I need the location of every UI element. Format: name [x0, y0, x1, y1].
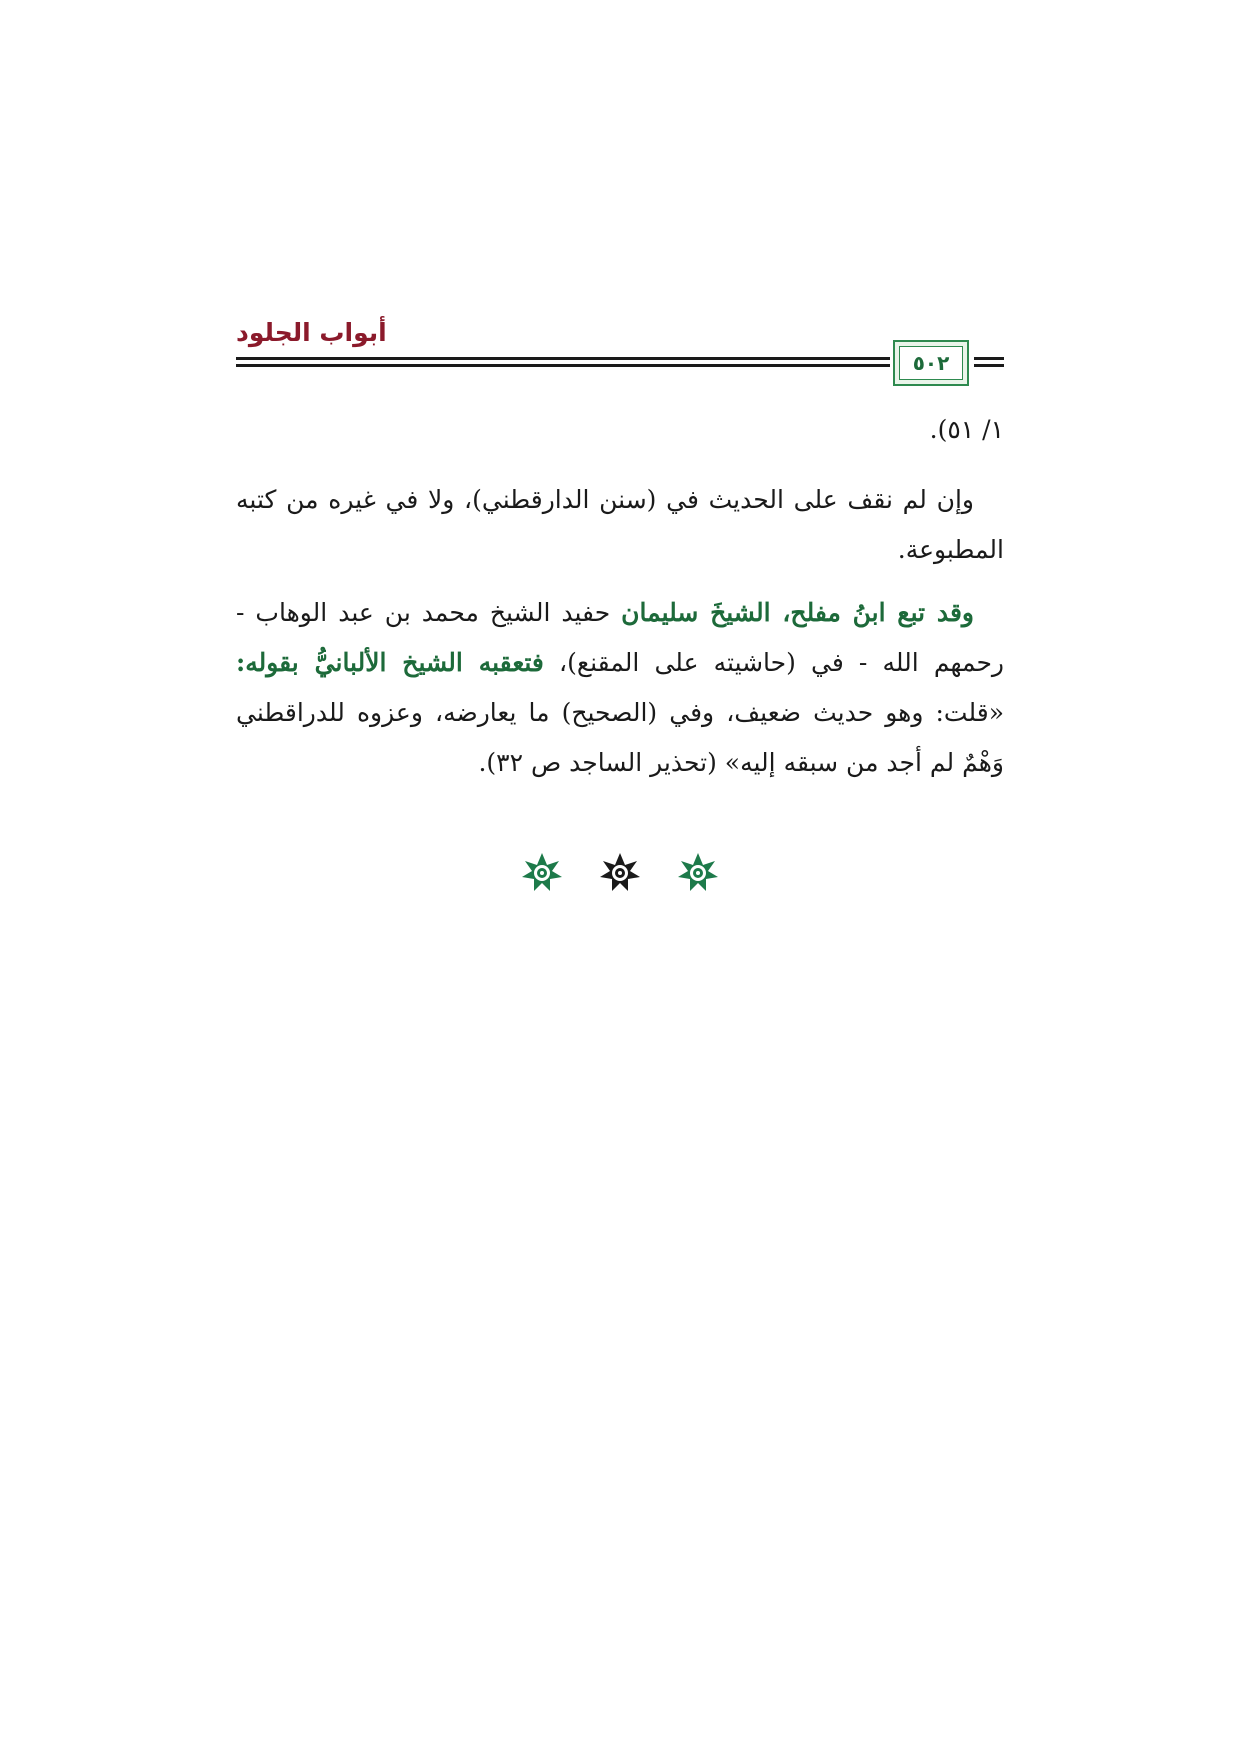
highlight-segment-3: فتعقبه الشيخ الألبانيُّ بقوله: — [236, 648, 544, 677]
page-number: ٥٠٢ — [899, 346, 963, 380]
header-rule-top — [236, 357, 890, 360]
paragraph-2 — [236, 588, 1004, 788]
section-end-ornaments — [520, 848, 720, 898]
flower-ornament-icon — [676, 851, 720, 895]
flower-ornament-icon — [520, 851, 564, 895]
header-rule-bottom — [236, 364, 890, 367]
flower-ornament-icon — [598, 851, 642, 895]
highlight-segment-1: وقد تبع ابنُ مفلح، الشيخَ سليمان — [621, 598, 974, 627]
running-header-title: أبواب الجلود — [236, 318, 387, 347]
page-number-frame — [893, 340, 969, 386]
text-segment-4: «قلت: وهو حديث ضعيف، وفي (الصحيح) ما يعارضه، وعزوه للدراقطني وَهْمٌ لم أجد من سبقه إليه» (تحذير الساجد ص ٣٢). — [236, 698, 1004, 777]
footnote-reference: ١/ ٥١). — [929, 415, 1004, 444]
paragraph-1: وإن لم نقف على الحديث في (سنن الدارقطني)، ولا في غيره من كتبه المطبوعة. — [236, 485, 1004, 564]
text-segment-2: حفيد الشيخ محمد بن عبد الوهاب - رحمهم الله - في (حاشيته على المقنع)، — [236, 598, 1004, 677]
header-rule-right-top — [974, 357, 1004, 360]
header-rule-right-bottom — [974, 364, 1004, 367]
